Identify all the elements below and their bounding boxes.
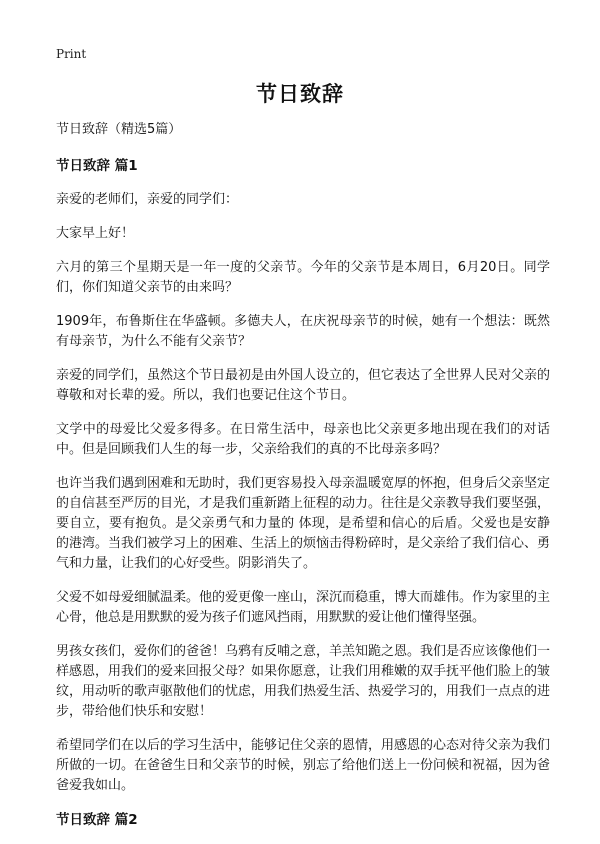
paragraph: 大家早上好！ (56, 226, 135, 241)
paragraph: 亲爱的老师们，亲爱的同学们： (56, 192, 239, 207)
paragraph: 希望同学们在以后的学习生活中，能够记住父亲的恩情，用感恩的心态对待父亲为我们所做的一切。在爸爸生日和父亲节的时候，别忘了给他们送上一份问候和祝福，因为爸爸爱我如山。 (56, 738, 551, 793)
paragraph: 父爱不如母爱细腻温柔。他的爱更像一座山，深沉而稳重，博大而雄伟。作为家里的主心骨，他总是用默默的爱为孩子们遮风挡雨，用默默的爱让他们懂得坚强。 (56, 590, 551, 625)
paragraph: 六月的第三个星期天是一年一度的父亲节。今年的父亲节是本周日，6月20日。同学们，你们知道父亲节的由来吗？ (56, 260, 550, 295)
article-subtitle: 节日致辞（精选5篇） (56, 122, 182, 137)
paragraph: 文学中的母爱比父爱多得多。在日常生活中，母亲也比父亲更多地出现在我们的对话中。但是回顾我们人生的每一步，父亲给我们的真的不比母亲多吗？ (56, 422, 550, 457)
paragraph: 亲爱的同学们，虽然这个节日最初是由外国人设立的，但它表达了全世界人民对父亲的尊敬和对长辈的爱。所以，我们也要记住这个节日。 (56, 368, 551, 403)
section-heading-1: 节日致辞 篇1 (56, 158, 138, 174)
paragraph: 男孩女孩们，爱你们的爸爸！乌鸦有反哺之意，羊羔知跪之恩。我们是否应该像他们一样感恩，用我们的爱来回报父母？如果你愿意，让我们用稚嫩的双手抚平他们脸上的皱纹，用动听的歌声驱散他们的忧虑，用我们热爱生活、热爱学习的，用我们一点点的进步，带给他们快乐和安慰！ (56, 644, 551, 719)
article-body (56, 120, 550, 844)
print-link[interactable]: Print (56, 47, 87, 61)
paragraph: 1909年，布鲁斯住在华盛顿。多德夫人，在庆祝母亲节的时候，她有一个想法：既然有母亲节，为什么不能有父亲节？ (56, 314, 550, 349)
paragraph: 也许当我们遇到困难和无助时，我们更容易投入母亲温暖宽厚的怀抱，但身后父亲坚定的自信甚至严厉的目光，才是我们重新踏上征程的动力。往往是父亲教导我们要坚强，要自立，要有抱负。是父亲勇气和力量的 体现，是希望和信心的后盾。父爱也是安静的港湾。当我们被学习上的困难、生活上的烦恼击得粉碎时，是父亲给了我们信心、勇气和力量，让我们的心好受些。阴影消失了。 (56, 476, 551, 571)
page-title: 节日致辞 (256, 82, 344, 106)
section-heading-2: 节日致辞 篇2 (56, 812, 138, 828)
